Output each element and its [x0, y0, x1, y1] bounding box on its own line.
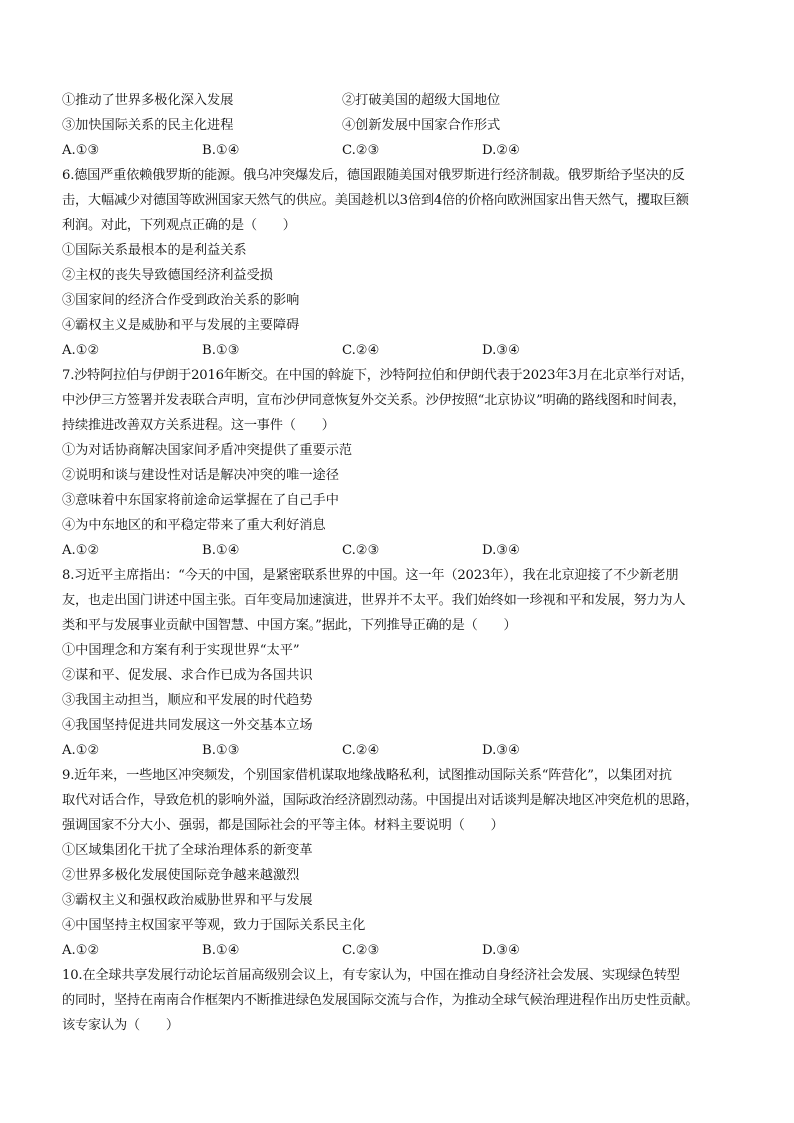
question-stem: 10.在全球共享发展行动论坛首届高级别会议上，有专家认为，中国在推动自身经济社会发展、实现绿色转型: [62, 968, 680, 983]
option-1: ①推动了世界多极化深入发展: [62, 93, 234, 108]
answer-choices: [62, 538, 742, 563]
choice-b: B.①③: [202, 743, 240, 758]
question-stem: 8.习近平主席指出：“今天的中国，是紧密联系世界的中国。这一年（2023年），我在北京迎接了不少新老朋: [62, 568, 679, 583]
answer-choices: [62, 938, 742, 963]
question-5-tail: [62, 88, 742, 163]
option-4: ④霸权主义是威胁和平与发展的主要障碍: [62, 318, 300, 333]
choice-c: C.②③: [342, 143, 380, 158]
question-stem: 友，也走出国门讲述中国主张。百年变局加速演进，世界并不太平。我们始终如一珍视和平和发展，努力为人: [62, 593, 686, 608]
question-stem: 类和平与发展事业贡献中国智慧、中国方案。”据此，下列推导正确的是（ ）: [62, 618, 517, 633]
choice-b: B.①③: [202, 343, 240, 358]
question-8: [62, 563, 742, 763]
question-10: [62, 963, 742, 1038]
option-4: ④我国坚持促进共同发展这一外交基本立场: [62, 718, 313, 733]
option-4: ④为中东地区的和平稳定带来了重大利好消息: [62, 518, 326, 533]
choice-a: A.①②: [62, 943, 100, 958]
question-stem: 6.德国严重依赖俄罗斯的能源。俄乌冲突爆发后，德国跟随美国对俄罗斯进行经济制裁。俄罗斯给予坚决的反: [62, 168, 685, 183]
question-stem: 中沙伊三方签署并发表联合声明，宣布沙伊同意恢复外交关系。沙伊按照“北京协议”明确的路线图和时间表，: [62, 393, 686, 408]
question-stem: 该专家认为（ ）: [62, 1018, 179, 1033]
option-4: ④中国坚持主权国家平等观，致力于国际关系民主化: [62, 918, 366, 933]
choice-d: D.③④: [482, 343, 520, 358]
question-stem: 的同时，坚持在南南合作框架内不断推进绿色发展国际交流与合作，为推动全球气候治理进程作出历史性贡献。: [62, 993, 699, 1008]
choice-c: C.②④: [342, 743, 380, 758]
option-1: ①国际关系最根本的是利益关系: [62, 243, 247, 258]
option-3: ③加快国际关系的民主化进程: [62, 118, 234, 133]
choice-b: B.①④: [202, 143, 240, 158]
choice-d: D.②④: [482, 143, 520, 158]
question-7: [62, 363, 742, 563]
choice-c: C.②④: [342, 343, 380, 358]
option-3: ③我国主动担当，顺应和平发展的时代趋势: [62, 693, 313, 708]
option-3: ③霸权主义和强权政治威胁世界和平与发展: [62, 893, 313, 908]
answer-choices: [62, 738, 742, 763]
answer-choices: [62, 338, 742, 363]
choice-c: C.②③: [342, 543, 380, 558]
choice-b: B.①④: [202, 543, 240, 558]
option-2: ②打破美国的超级大国地位: [342, 93, 501, 108]
option-3: ③国家间的经济合作受到政治关系的影响: [62, 293, 300, 308]
option-row: [62, 88, 742, 113]
question-6: [62, 163, 742, 363]
option-2: ②主权的丧失导致德国经济利益受损: [62, 268, 273, 283]
option-2: ②谋和平、促发展、求合作已成为各国共识: [62, 668, 313, 683]
choice-a: A.①②: [62, 543, 100, 558]
question-9: [62, 763, 742, 963]
choice-a: A.①③: [62, 143, 100, 158]
answer-choices: [62, 138, 742, 163]
question-stem: 取代对话合作，导致危机的影响外溢，国际政治经济剧烈动荡。中国提出对话谈判是解决地区冲突危机的思路，: [62, 793, 699, 808]
option-1: ①区域集团化干扰了全球治理体系的新变革: [62, 843, 313, 858]
question-stem: 7.沙特阿拉伯与伊朗于2016年断交。在中国的斡旋下，沙特阿拉伯和伊朗代表于2023年3月在北京举行对话，: [62, 368, 694, 383]
question-stem: 持续推进改善双方关系进程。这一事件（ ）: [62, 418, 335, 433]
choice-d: D.③④: [482, 743, 520, 758]
option-row: [62, 113, 742, 138]
question-stem: 9.近年来，一些地区冲突频发，个别国家借机谋取地缘战略私利，试图推动国际关系“阵营化”，以集团对抗: [62, 768, 672, 783]
option-4: ④创新发展中国家合作形式: [342, 118, 501, 133]
choice-d: D.③④: [482, 943, 520, 958]
question-stem: 强调国家不分大小、强弱，都是国际社会的平等主体。材料主要说明（ ）: [62, 818, 504, 833]
choice-d: D.③④: [482, 543, 520, 558]
exam-page: [62, 88, 742, 1038]
option-1: ①中国理念和方案有利于实现世界“太平”: [62, 643, 300, 658]
choice-a: A.①②: [62, 343, 100, 358]
choice-b: B.①④: [202, 943, 240, 958]
choice-c: C.②③: [342, 943, 380, 958]
option-2: ②说明和谈与建设性对话是解决冲突的唯一途径: [62, 468, 339, 483]
question-stem: 利润。对此，下列观点正确的是（ ）: [62, 218, 296, 233]
option-1: ①为对话协商解决国家间矛盾冲突提供了重要示范: [62, 443, 353, 458]
option-2: ②世界多极化发展使国际竞争越来越激烈: [62, 868, 300, 883]
question-stem: 击，大幅减少对德国等欧洲国家天然气的供应。美国趁机以3倍到4倍的价格向欧洲国家出售天然气，攫取巨额: [62, 193, 689, 208]
option-3: ③意味着中东国家将前途命运掌握在了自己手中: [62, 493, 339, 508]
choice-a: A.①②: [62, 743, 100, 758]
